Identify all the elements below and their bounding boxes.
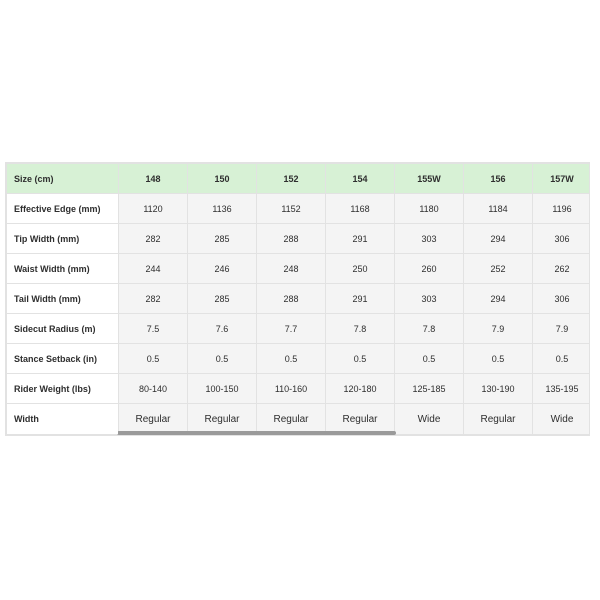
table-row xyxy=(7,344,591,374)
size-spec-table-container[interactable] xyxy=(5,162,590,436)
row-label: Tip Width (mm) xyxy=(7,224,119,254)
table-cell: 1152 xyxy=(257,194,326,224)
table-cell: 7.8 xyxy=(395,314,464,344)
size-header: 150 xyxy=(188,164,257,194)
table-cell: Regular xyxy=(188,404,257,435)
row-label: Effective Edge (mm) xyxy=(7,194,119,224)
table-cell: 1196 xyxy=(533,194,591,224)
table-cell: 7.5 xyxy=(119,314,188,344)
table-cell: 100-150 xyxy=(188,374,257,404)
table-cell: 1168 xyxy=(326,194,395,224)
size-header: 156 xyxy=(464,164,533,194)
table-cell: 248 xyxy=(257,254,326,284)
table-row xyxy=(7,314,591,344)
table-cell: 110-160 xyxy=(257,374,326,404)
table-cell: 7.9 xyxy=(533,314,591,344)
table-cell: Regular xyxy=(257,404,326,435)
row-label: Sidecut Radius (m) xyxy=(7,314,119,344)
table-cell: Regular xyxy=(119,404,188,435)
row-label: Tail Width (mm) xyxy=(7,284,119,314)
horizontal-scrollbar-thumb[interactable] xyxy=(117,431,396,435)
table-row xyxy=(7,374,591,404)
table-cell: 0.5 xyxy=(188,344,257,374)
table-row xyxy=(7,284,591,314)
row-label: Waist Width (mm) xyxy=(7,254,119,284)
table-cell: 282 xyxy=(119,224,188,254)
table-cell: 0.5 xyxy=(464,344,533,374)
table-cell: 0.5 xyxy=(395,344,464,374)
table-row xyxy=(7,404,591,435)
table-row xyxy=(7,254,591,284)
table-cell: 285 xyxy=(188,224,257,254)
table-cell: 306 xyxy=(533,224,591,254)
table-cell: 288 xyxy=(257,224,326,254)
table-cell: 0.5 xyxy=(326,344,395,374)
header-label: Size (cm) xyxy=(7,164,119,194)
table-cell: 294 xyxy=(464,284,533,314)
table-cell: 7.7 xyxy=(257,314,326,344)
table-cell: 0.5 xyxy=(533,344,591,374)
table-row xyxy=(7,194,591,224)
table-cell: 246 xyxy=(188,254,257,284)
table-cell: Regular xyxy=(464,404,533,435)
size-spec-table xyxy=(6,163,590,435)
table-cell: 120-180 xyxy=(326,374,395,404)
table-header-row xyxy=(7,164,591,194)
table-cell: 303 xyxy=(395,284,464,314)
table-cell: 7.8 xyxy=(326,314,395,344)
table-cell: 291 xyxy=(326,284,395,314)
table-cell: 0.5 xyxy=(119,344,188,374)
table-row xyxy=(7,224,591,254)
size-header: 157W xyxy=(533,164,591,194)
table-cell: Regular xyxy=(326,404,395,435)
table-cell: 80-140 xyxy=(119,374,188,404)
table-cell: 244 xyxy=(119,254,188,284)
row-label: Width xyxy=(7,404,119,435)
table-cell: 1136 xyxy=(188,194,257,224)
table-cell: 288 xyxy=(257,284,326,314)
table-cell: 306 xyxy=(533,284,591,314)
table-cell: 1184 xyxy=(464,194,533,224)
table-cell: 294 xyxy=(464,224,533,254)
table-cell: 130-190 xyxy=(464,374,533,404)
table-cell: 252 xyxy=(464,254,533,284)
size-header: 152 xyxy=(257,164,326,194)
table-cell: Wide xyxy=(533,404,591,435)
table-cell: 285 xyxy=(188,284,257,314)
table-cell: 282 xyxy=(119,284,188,314)
row-label: Stance Setback (in) xyxy=(7,344,119,374)
table-cell: 7.9 xyxy=(464,314,533,344)
table-cell: 250 xyxy=(326,254,395,284)
table-cell: 303 xyxy=(395,224,464,254)
row-label: Rider Weight (lbs) xyxy=(7,374,119,404)
table-cell: 291 xyxy=(326,224,395,254)
table-cell: 262 xyxy=(533,254,591,284)
table-cell: 1180 xyxy=(395,194,464,224)
table-cell: Wide xyxy=(395,404,464,435)
size-header: 155W xyxy=(395,164,464,194)
table-cell: 1120 xyxy=(119,194,188,224)
table-cell: 7.6 xyxy=(188,314,257,344)
table-cell: 125-185 xyxy=(395,374,464,404)
table-cell: 0.5 xyxy=(257,344,326,374)
size-header: 148 xyxy=(119,164,188,194)
size-header: 154 xyxy=(326,164,395,194)
table-cell: 135-195 xyxy=(533,374,591,404)
table-cell: 260 xyxy=(395,254,464,284)
